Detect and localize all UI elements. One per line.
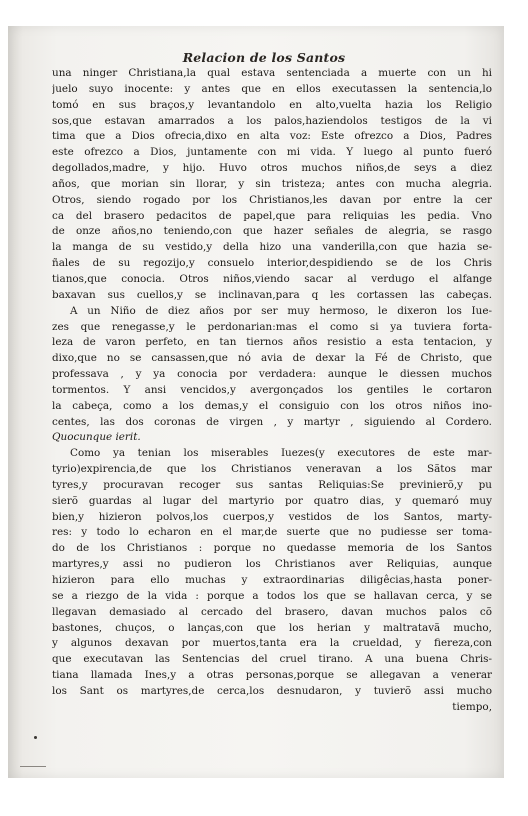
ink-spot — [34, 736, 37, 739]
text-line: Otros, siendo rogado por los Christianos,les davan por entre la cer — [52, 193, 492, 206]
text-line: tianos,que conocia. Otros niños,viendo sacar al verdugo el alfange — [52, 272, 492, 285]
text-line: tiempo, — [452, 700, 492, 713]
text-line: sierõ guardas al lugar del martyrio por quatro dias, y quemaró muy — [52, 494, 492, 507]
text-line: degollados,madre, y hijo. Huvo otros muchos niños,de seys a diez — [52, 162, 492, 175]
text-line: juelo suyo inocente: y antes que en ellos executassen la sentencia,lo — [52, 82, 492, 95]
text-line: años, que morian sin llorar, y sin tristeza; antes con mucha alegria. — [52, 177, 492, 190]
text-line: que executavan las Sentencias del cruel tirano. A una buena Chris- — [52, 653, 492, 666]
scan-rule — [20, 766, 46, 767]
text-line: Como ya tenian los miserables Iuezes(y executores de este mar- — [70, 447, 492, 460]
running-head: Relacion de los Santos — [182, 50, 346, 65]
text-line: tima que a Dios ofrecia,dixo en alta voz: Este ofrezco a Dios, Padres — [52, 130, 492, 143]
text-line: una ninger Christiana,la qual estava sentenciada a muerte con un hi — [52, 67, 492, 79]
text-line: do de los Christianos : porque no quedasse memoria de los Santos — [52, 542, 492, 555]
text-line: martyres,y assi no pudieron los Christianos aver Reliquias, aunque — [52, 558, 492, 571]
text-line: tyrio)expirencia,de que los Christianos veneravan a los Sãtos mar — [52, 463, 492, 476]
text-line: tyres,y procuravan recoger sus santas Reliquias:Se previnierõ,y pu — [52, 478, 492, 491]
text-line: centes, las dos coronas de virgen , y martyr , siguiendo al Cordero. — [52, 415, 492, 428]
text-line: professava , y ya conocia por verdadera: aunque le diessen muchos — [52, 368, 492, 381]
text-line: la cabeça, como a los demas,y el consiguio con los otros niños ino- — [52, 399, 492, 412]
text-line: hizieron para ello muchas y extraordinarias diligêcias,hasta poner- — [52, 574, 492, 586]
text-line: tormentos. Y ansi vencidos,y avergonçados los gentiles le cortaron — [52, 383, 492, 396]
text-line: la manga de su vestido,y della hizo una vanderilla,con que hazia se- — [52, 241, 492, 254]
text-line: este ofrezco a Dios, juntamente con mi vida. Y luego al punto fueró — [52, 146, 492, 159]
text-line: zes que renegasse,y le perdonarian:mas el como si ya tuviera forta- — [52, 320, 492, 333]
text-line: tiana llamada Ines,y a otras personas,porque se allegavan a venerar — [52, 669, 492, 682]
text-line: ca del brasero pedacitos de papel,que para reliquias les pedia. Vno — [52, 209, 492, 222]
text-line: de onze años,no teniendo,con que hazer señales de alegria, se rasgo — [52, 225, 492, 238]
text-line: llegavan demasiado al cercado del brasero, davan muchos palos cõ — [52, 605, 492, 618]
text-line: dixo,que no se cansassen,que nó avia de dexar la Fé de Christo, que — [52, 352, 492, 365]
text-line: sos,que estavan amarrados a los palos,haziendolos testigos de la vi — [52, 114, 492, 127]
text-line: tomó en sus braços,y levantandolo en alto,vuelta hazia los Religio — [52, 98, 492, 111]
text-line: leza de varon perfeto, en tan tiernos años resistio a esta tentacion, y — [52, 336, 492, 349]
text-line: se a riezgo de la vida : porque a todos los que se hallavan cerca, y se — [52, 589, 492, 602]
text-line: y algunos dexavan por muertos,tanta era la crueldad, y fiereza,con — [52, 637, 492, 650]
body-text — [52, 66, 492, 716]
text-line: bastones, chuços, o lanças,con que los herian y maltratavã mucho, — [52, 621, 492, 634]
text-line: bien,y hizieron polvos,los cuerpos,y vestidos de los Santos, marty- — [52, 510, 492, 523]
text-line: res: y todo lo echaron en el mar,de suerte que no pudiesse ser toma- — [52, 526, 492, 539]
text-line: baxavan sus cuellos,y se inclinavan,para q les cortassen las cabeças. — [52, 288, 492, 301]
text-line: ñales de su regozijo,y consuelo interior,despidiendo se de los Chris — [52, 257, 492, 270]
text-line: A un Niño de diez años por ser muy hermoso, le dixeron los Iue- — [70, 304, 492, 317]
text-line: los Sant os martyres,de cerca,los desnudaron, y tuvierõ assi mucho — [52, 684, 492, 697]
text-line: Quocunque ierit. — [52, 431, 141, 444]
